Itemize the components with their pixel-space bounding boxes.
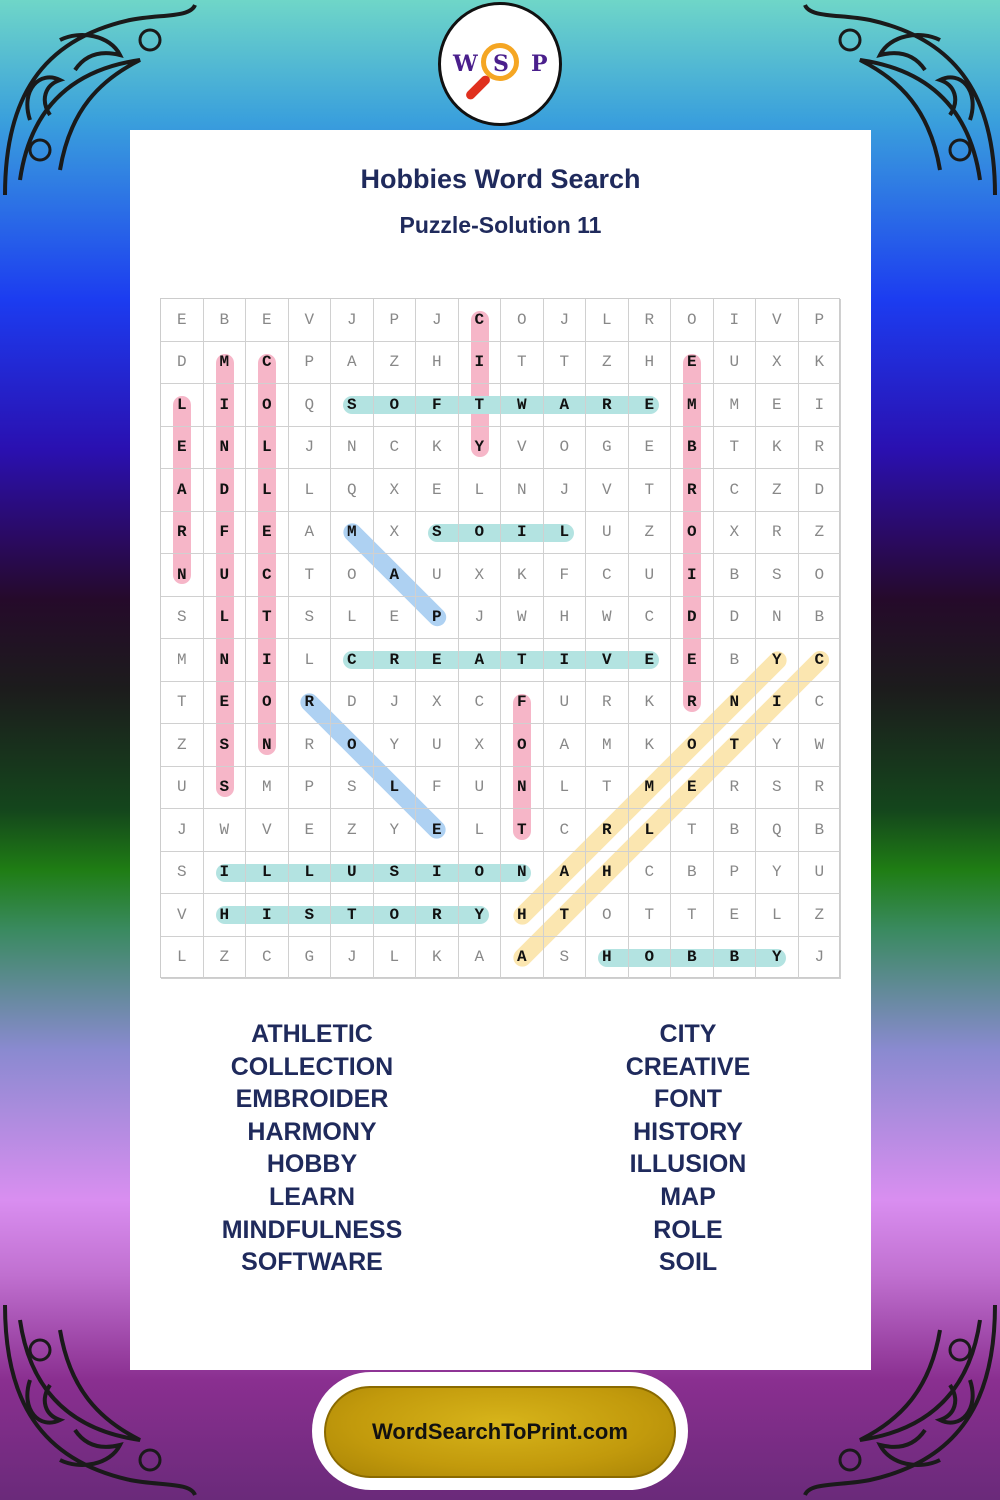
grid-cell: V [586, 639, 629, 682]
grid-cell: J [289, 427, 332, 470]
grid-cell: L [246, 427, 289, 470]
footer-badge [312, 1372, 688, 1490]
grid-cell: E [246, 299, 289, 342]
grid-cell: L [374, 767, 417, 810]
grid-cell: O [671, 724, 714, 767]
grid-cell: T [629, 469, 672, 512]
grid-cell: X [459, 554, 502, 597]
grid-cell: A [501, 937, 544, 980]
word-item: FONT [653, 1085, 723, 1114]
word-item: MINDFULNESS [221, 1215, 403, 1244]
grid-cell: S [756, 767, 799, 810]
grid-cell: B [714, 639, 757, 682]
grid-cell: F [416, 767, 459, 810]
grid-cell: D [161, 342, 204, 385]
grid-cell: S [544, 937, 587, 980]
grid-cell: I [246, 639, 289, 682]
grid-cell: W [501, 384, 544, 427]
grid-cell: F [204, 512, 247, 555]
grid-cell: U [161, 767, 204, 810]
word-item: CITY [659, 1020, 717, 1048]
grid-cell: N [331, 427, 374, 470]
grid-cell: C [544, 809, 587, 852]
grid-cell: E [671, 639, 714, 682]
grid-cell: X [374, 469, 417, 512]
grid-cell: O [331, 724, 374, 767]
grid-cell: R [756, 512, 799, 555]
grid-cell: E [246, 512, 289, 555]
grid-cell: T [246, 597, 289, 640]
grid-cell: R [289, 682, 332, 725]
grid-cell: E [629, 384, 672, 427]
grid-cell: R [586, 682, 629, 725]
grid-cell: M [204, 342, 247, 385]
grid-cell: H [629, 342, 672, 385]
grid-cell: M [629, 767, 672, 810]
grid-cell: R [161, 512, 204, 555]
grid-cell: C [586, 554, 629, 597]
grid-cell: O [459, 852, 502, 895]
grid-cell: E [714, 894, 757, 937]
grid-cell: L [161, 384, 204, 427]
grid-cell: L [586, 299, 629, 342]
grid-cell: L [544, 767, 587, 810]
grid-cell: N [204, 639, 247, 682]
grid-cell: M [671, 384, 714, 427]
grid-cell: B [799, 809, 842, 852]
grid-cell: J [459, 597, 502, 640]
grid-cell: O [671, 512, 714, 555]
grid-cell: R [714, 767, 757, 810]
grid-cell: A [374, 554, 417, 597]
grid-cell: B [714, 937, 757, 980]
grid-cell: B [671, 937, 714, 980]
word-item: ATHLETIC [251, 1020, 373, 1048]
grid-cell: O [671, 299, 714, 342]
word-item: ROLE [653, 1215, 723, 1244]
grid-cell: E [629, 639, 672, 682]
word-item: COLLECTION [230, 1052, 394, 1081]
grid-cell: J [544, 469, 587, 512]
grid-cell: T [586, 767, 629, 810]
grid-cell: I [416, 852, 459, 895]
grid-cell: R [374, 639, 417, 682]
grid-cell: L [289, 852, 332, 895]
grid-cell: O [374, 384, 417, 427]
grid-cell: W [586, 597, 629, 640]
grid-cell: Z [799, 894, 842, 937]
grid-cell: Z [331, 809, 374, 852]
grid-cell: J [544, 299, 587, 342]
grid-cell: R [671, 682, 714, 725]
word-list-left [152, 1018, 472, 1279]
grid-cell: F [501, 682, 544, 725]
grid-cell: B [799, 597, 842, 640]
grid-cell: J [161, 809, 204, 852]
logo-letter-p: P [531, 51, 548, 77]
grid-cell: L [289, 639, 332, 682]
grid-cell: K [501, 554, 544, 597]
letter-cells [161, 299, 841, 979]
grid-cell: L [204, 597, 247, 640]
grid-cell: H [586, 937, 629, 980]
grid-cell: Y [374, 724, 417, 767]
grid-cell: S [289, 894, 332, 937]
grid-cell: C [714, 469, 757, 512]
grid-cell: V [756, 299, 799, 342]
grid-cell: U [204, 554, 247, 597]
grid-cell: H [501, 894, 544, 937]
grid-cell: R [799, 427, 842, 470]
grid-cell: Z [374, 342, 417, 385]
grid-cell: L [459, 809, 502, 852]
grid-cell: J [331, 937, 374, 980]
grid-cell: K [756, 427, 799, 470]
grid-cell: Y [756, 937, 799, 980]
grid-cell: C [799, 682, 842, 725]
grid-cell: X [459, 724, 502, 767]
grid-cell: S [756, 554, 799, 597]
word-item: LEARN [268, 1182, 356, 1211]
grid-cell: N [501, 469, 544, 512]
grid-cell: B [671, 852, 714, 895]
grid-cell: L [246, 469, 289, 512]
grid-cell: E [289, 809, 332, 852]
grid-cell: I [756, 682, 799, 725]
grid-cell: H [544, 597, 587, 640]
grid-cell: T [501, 342, 544, 385]
grid-cell: R [629, 299, 672, 342]
grid-cell: R [671, 469, 714, 512]
grid-cell: U [714, 342, 757, 385]
grid-cell: T [544, 894, 587, 937]
grid-cell: U [799, 852, 842, 895]
grid-cell: U [544, 682, 587, 725]
grid-cell: L [331, 597, 374, 640]
grid-cell: Z [629, 512, 672, 555]
grid-cell: V [246, 809, 289, 852]
grid-cell: O [544, 427, 587, 470]
grid-cell: A [161, 469, 204, 512]
grid-cell: K [629, 682, 672, 725]
grid-cell: U [416, 554, 459, 597]
grid-cell: S [204, 767, 247, 810]
grid-cell: T [629, 894, 672, 937]
grid-cell: A [544, 724, 587, 767]
grid-cell: L [544, 512, 587, 555]
grid-cell: Q [331, 469, 374, 512]
grid-cell: I [246, 894, 289, 937]
grid-cell: J [799, 937, 842, 980]
grid-cell: O [246, 682, 289, 725]
grid-cell: O [331, 554, 374, 597]
grid-cell: Y [756, 639, 799, 682]
grid-cell: C [331, 639, 374, 682]
grid-cell: T [501, 639, 544, 682]
grid-cell: W [204, 809, 247, 852]
logo-letter-w: W [453, 51, 478, 77]
grid-cell: L [756, 894, 799, 937]
grid-cell: L [459, 469, 502, 512]
grid-cell: S [331, 384, 374, 427]
grid-cell: C [629, 597, 672, 640]
grid-cell: T [161, 682, 204, 725]
grid-cell: Z [756, 469, 799, 512]
grid-cell: Y [459, 427, 502, 470]
grid-cell: Y [756, 852, 799, 895]
grid-cell: T [501, 809, 544, 852]
word-item: HARMONY [247, 1117, 377, 1146]
grid-cell: N [246, 724, 289, 767]
grid-cell: G [586, 427, 629, 470]
grid-cell: R [586, 809, 629, 852]
grid-cell: Z [204, 937, 247, 980]
page-title: Hobbies Word Search [360, 164, 641, 194]
grid-cell: O [374, 894, 417, 937]
grid-cell: A [544, 384, 587, 427]
grid-cell: F [544, 554, 587, 597]
grid-cell: V [586, 469, 629, 512]
grid-cell: B [204, 299, 247, 342]
grid-cell: I [671, 554, 714, 597]
grid-cell: I [501, 512, 544, 555]
grid-cell: E [416, 469, 459, 512]
grid-cell: D [331, 682, 374, 725]
grid-cell: T [544, 342, 587, 385]
letter-grid [160, 298, 840, 978]
logo-letter-s: S [493, 51, 509, 77]
grid-cell: K [416, 427, 459, 470]
word-item: SOIL [658, 1248, 718, 1277]
grid-cell: I [459, 342, 502, 385]
grid-cell: V [161, 894, 204, 937]
grid-cell: B [671, 427, 714, 470]
grid-cell: O [629, 937, 672, 980]
magnifier-handle [464, 74, 492, 102]
grid-cell: A [459, 639, 502, 682]
grid-cell: Q [289, 384, 332, 427]
grid-cell: U [459, 767, 502, 810]
grid-cell: E [756, 384, 799, 427]
grid-cell: J [416, 299, 459, 342]
grid-cell: V [289, 299, 332, 342]
grid-cell: N [714, 682, 757, 725]
grid-cell: Q [756, 809, 799, 852]
grid-cell: N [501, 767, 544, 810]
grid-cell: D [204, 469, 247, 512]
grid-cell: X [714, 512, 757, 555]
word-item: HOBBY [266, 1150, 358, 1179]
grid-cell: R [289, 724, 332, 767]
grid-cell: N [161, 554, 204, 597]
grid-cell: Z [799, 512, 842, 555]
grid-cell: R [416, 894, 459, 937]
grid-cell: S [331, 767, 374, 810]
grid-cell: K [629, 724, 672, 767]
grid-cell: C [374, 427, 417, 470]
grid-cell: T [459, 384, 502, 427]
grid-cell: J [374, 682, 417, 725]
grid-cell: E [416, 809, 459, 852]
grid-cell: D [799, 469, 842, 512]
grid-cell: W [799, 724, 842, 767]
grid-cell: C [799, 639, 842, 682]
grid-cell: P [799, 299, 842, 342]
grid-cell: H [586, 852, 629, 895]
grid-cell: J [331, 299, 374, 342]
grid-cell: A [331, 342, 374, 385]
grid-cell: S [204, 724, 247, 767]
grid-cell: P [714, 852, 757, 895]
grid-cell: T [714, 724, 757, 767]
grid-cell: M [714, 384, 757, 427]
grid-cell: P [289, 342, 332, 385]
grid-cell: T [671, 894, 714, 937]
grid-cell: L [161, 937, 204, 980]
grid-cell: H [204, 894, 247, 937]
grid-cell: D [671, 597, 714, 640]
grid-cell: S [161, 852, 204, 895]
grid-cell: I [714, 299, 757, 342]
grid-cell: P [374, 299, 417, 342]
word-list-right [528, 1018, 848, 1279]
grid-cell: N [204, 427, 247, 470]
grid-cell: O [501, 299, 544, 342]
grid-cell: U [331, 852, 374, 895]
grid-cell: I [544, 639, 587, 682]
grid-cell: X [374, 512, 417, 555]
grid-cell: T [289, 554, 332, 597]
grid-cell: U [586, 512, 629, 555]
grid-cell: M [246, 767, 289, 810]
grid-cell: Y [756, 724, 799, 767]
grid-cell: E [629, 427, 672, 470]
grid-cell: S [289, 597, 332, 640]
grid-cell: R [586, 384, 629, 427]
grid-cell: L [629, 809, 672, 852]
grid-cell: B [714, 809, 757, 852]
grid-cell: E [161, 299, 204, 342]
grid-cell: L [374, 937, 417, 980]
grid-cell: A [289, 512, 332, 555]
grid-cell: I [799, 384, 842, 427]
grid-cell: O [459, 512, 502, 555]
grid-cell: E [671, 767, 714, 810]
grid-cell: Y [374, 809, 417, 852]
grid-cell: C [246, 342, 289, 385]
grid-cell: B [714, 554, 757, 597]
grid-cell: E [204, 682, 247, 725]
grid-cell: P [289, 767, 332, 810]
grid-cell: L [246, 852, 289, 895]
grid-cell: X [756, 342, 799, 385]
word-item: ILLUSION [629, 1150, 747, 1179]
grid-cell: S [161, 597, 204, 640]
grid-cell: M [586, 724, 629, 767]
grid-cell: N [501, 852, 544, 895]
grid-cell: T [331, 894, 374, 937]
puzzle-card [130, 130, 871, 1370]
grid-cell: O [586, 894, 629, 937]
grid-cell: C [459, 299, 502, 342]
grid-cell: O [246, 384, 289, 427]
grid-cell: G [289, 937, 332, 980]
word-item: MAP [660, 1182, 716, 1211]
grid-cell: P [416, 597, 459, 640]
grid-cell: A [459, 937, 502, 980]
grid-cell: W [501, 597, 544, 640]
grid-cell: H [416, 342, 459, 385]
grid-cell: R [799, 767, 842, 810]
wsp-logo [438, 2, 562, 126]
grid-cell: N [756, 597, 799, 640]
grid-cell: C [246, 937, 289, 980]
grid-cell: C [246, 554, 289, 597]
grid-cell: Y [459, 894, 502, 937]
grid-cell: Z [586, 342, 629, 385]
grid-cell: T [671, 809, 714, 852]
grid-cell: M [331, 512, 374, 555]
word-item: SOFTWARE [241, 1248, 383, 1277]
site-link-button[interactable]: WordSearchToPrint.com [324, 1386, 676, 1478]
grid-cell: K [799, 342, 842, 385]
grid-cell: E [671, 342, 714, 385]
grid-cell: O [501, 724, 544, 767]
grid-cell: I [204, 852, 247, 895]
grid-cell: V [501, 427, 544, 470]
word-item: CREATIVE [625, 1052, 751, 1081]
grid-cell: E [161, 427, 204, 470]
grid-cell: S [374, 852, 417, 895]
grid-cell: Z [161, 724, 204, 767]
grid-cell: D [714, 597, 757, 640]
grid-cell: C [459, 682, 502, 725]
grid-cell: T [714, 427, 757, 470]
grid-cell: L [289, 469, 332, 512]
grid-cell: X [416, 682, 459, 725]
word-item: EMBROIDER [235, 1085, 389, 1114]
grid-cell: K [416, 937, 459, 980]
grid-cell: F [416, 384, 459, 427]
grid-cell: A [544, 852, 587, 895]
grid-cell: C [629, 852, 672, 895]
grid-cell: I [204, 384, 247, 427]
word-item: HISTORY [633, 1117, 743, 1146]
page-subtitle: Puzzle-Solution 11 [399, 212, 602, 238]
grid-cell: E [416, 639, 459, 682]
grid-cell: M [161, 639, 204, 682]
grid-cell: E [374, 597, 417, 640]
grid-cell: O [799, 554, 842, 597]
grid-cell: U [629, 554, 672, 597]
grid-cell: U [416, 724, 459, 767]
grid-cell: S [416, 512, 459, 555]
